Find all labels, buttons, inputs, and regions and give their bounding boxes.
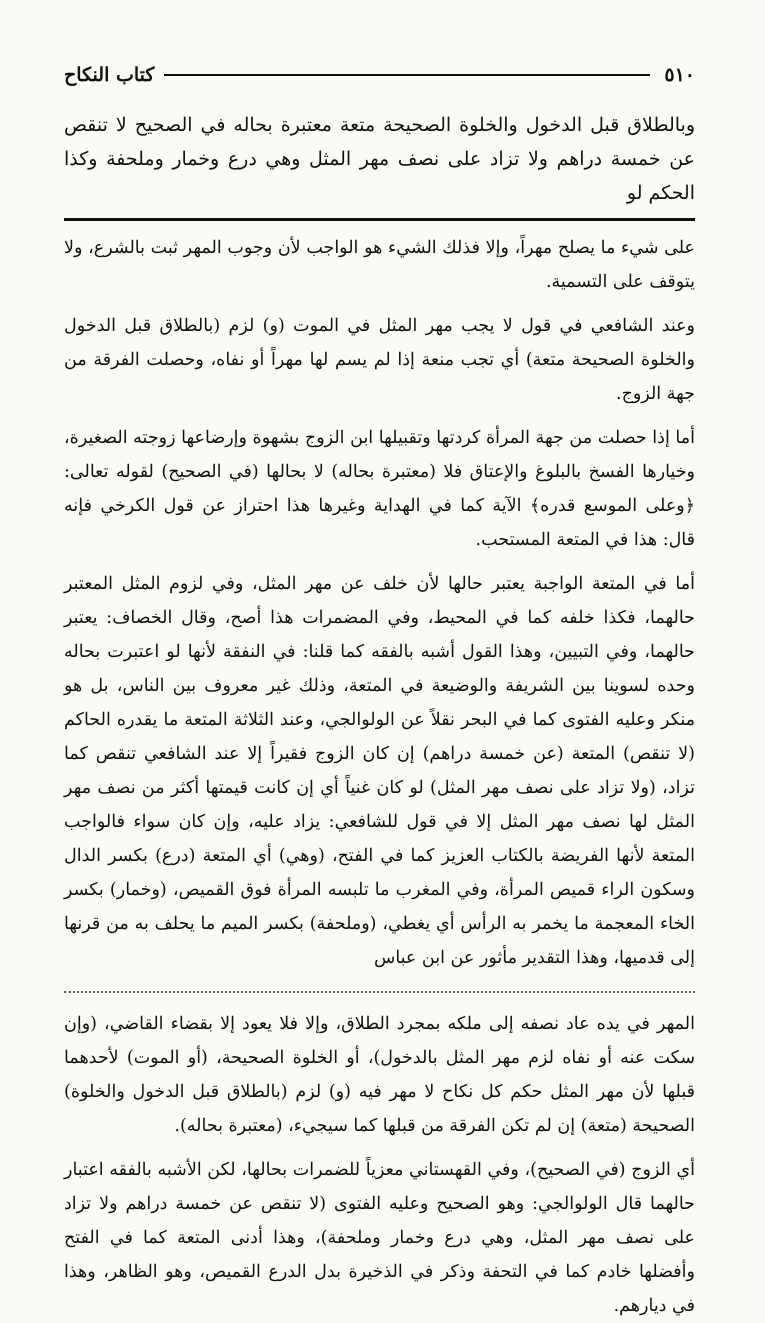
footnote-paragraph: المهر في يده عاد نصفه إلى ملكه بمجرد الطلاق، وإلا فلا يعود إلا بقضاء القاضي، (وإن سكت عنه أو نفاه لزم مهر المثل بالدخول)، أو الخلوة الصحيحة، (أو الموت) لأحدهما قبلها لأن مهر المثل حكم كل نكاح لا مهر فيه (و) لزم (بالطلاق قبل الدخول والخلوة) الصحيحة (متعة) إن لم تكن الفرقة من قبلها كما سيجيء، (معتبرة بحاله). [64, 1014, 695, 1136]
footnotes-section [64, 1007, 695, 1323]
commentary-paragraph: وعند الشافعي في قول لا يجب مهر المثل في الموت (و) لزم (بالطلاق قبل الدخول والخلوة الصحيحة متعة) أي تجب منعة إذا لم يسم لها مهراً أو نفاه، وحصلت الفرقة من جهة الزوج. [64, 316, 695, 404]
commentary-paragraph: أما إذا حصلت من جهة المرأة كردتها وتقبيلها ابن الزوج بشهوة وإرضاعها زوجته الصغيرة، وخيارها الفسخ بالبلوغ والإعتاق فلا (معتبرة بحاله) لا بحالها (في الصحيح) لقوله تعالى: ﴿وعلى الموسع قدره﴾ الآية كما في الهداية وغيرها هذا احتراز عن قول الكرخي فإنه قال: هذا في المتعة المستحب. [64, 428, 695, 550]
footnote-divider [64, 991, 695, 993]
footnote-paragraph: أي الزوج (في الصحيح)، وفي القهستاني معزياً للضمرات بحالها، لكن الأشبه بالفقه اعتبار حالهما قال الولوالجي: وهو الصحيح وعليه الفتوى (لا تنقص عن خمسة دراهم ولا تزاد على نصف مهر المثل، وهي درع وخمار وملحفة)، وهذا أدنى المتعة كما في الفتح وأفضلها خادم كما في التحفة وذكر في الذخيرة بدل الدرع القميص، وهو الظاهر، وهذا في ديارهم. [64, 1160, 695, 1316]
commentary-paragraph: على شيء ما يصلح مهراً، وإلا فذلك الشيء هو الواجب لأن وجوب المهر ثبت بالشرع، ولا يتوقف على التسمية. [64, 238, 695, 292]
page-number: ٥١٠ [664, 64, 695, 86]
commentary-paragraph: أما في المتعة الواجبة يعتبر حالها لأن خلف عن مهر المثل، وفي لزوم المثل المعتبر حالهما، فكذا خلفه كما في المحيط، وفي المضمرات هذا أصح، وقال الخصاف: يعتبر حالهما، وفي التبيين، وهذا القول أشبه بالفقه كما قلنا: في النفقة لأنها لو اعتبرت بحاله وحده لسوينا بين الشريفة والوضيعة في المتعة، وذلك غير معروف بين الناس، بل هو منكر وعليه الفتوى كما في البحر نقلاً عن الولوالجي، وعند الثلاثة المتعة ما يقدره الحاكم (لا تنقص) المتعة (عن خمسة دراهم) إن كان الزوج فقيراً إلا عند الشافعي تنقص كما تزاد، (ولا تزاد على نصف مهر المثل) لو كان غنياً أي إن كانت قيمتها أكثر من نصف مهر المثل لها نصف مهر المثل إلا في قول للشافعي: يزاد عليه، وإن كان سواء فالواجب المتعة لأنها الفريضة بالكتاب العزيز كما في الفتح، (وهي) أي المتعة (درع) بكسر الدال وسكون الراء قميص المرأة، وفي المغرب ما تلبسه المرأة فوق القميص، (وخمار) بكسر الخاء المعجمة ما يخمر به الرأس أي يغطي، (وملحفة) بكسر الميم ما يحلف به من قرنها إلى قدميها، وهذا التقدير مأثور عن ابن عباس [64, 574, 695, 968]
header-rule [164, 74, 650, 76]
main-text-divider [64, 218, 695, 221]
book-title: كتاب النكاح [64, 64, 155, 86]
running-header [64, 60, 695, 90]
main-text: وبالطلاق قبل الدخول والخلوة الصحيحة متعة معتبرة بحاله في الصحيح لا تنقص عن خمسة دراهم ولا تزاد على نصف مهر المثل وهي درع وخمار وملحفة وكذا الحكم لو [64, 114, 695, 204]
commentary-section [64, 231, 695, 975]
